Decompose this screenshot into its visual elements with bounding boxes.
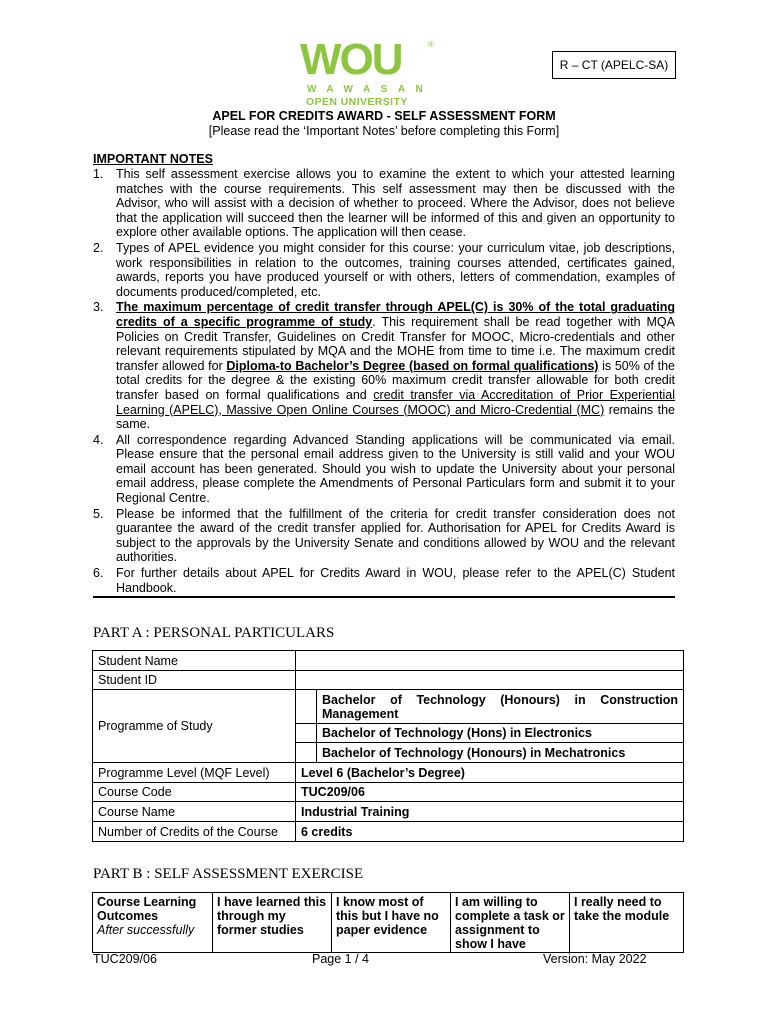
note-text: Types of APEL evidence you might consider for this course: your curriculum vitae, job descriptions, work responsibilities in relation to the outcomes, training courses attended, certificates gained, awards, reports you have produced yourself or with others, letters of commendation, examples of documents produced/completed, etc. [116,240,675,299]
table-row [93,822,684,842]
programme-option-construction: Bachelor of Technology (Honours) in Construction Management [317,690,684,724]
form-subtitle: [Please read the ‘Important Notes’ before completing this Form] [208,124,560,138]
programme-checkbox-electronics[interactable] [296,724,317,743]
credits-label: Number of Credits of the Course [93,822,296,842]
note-number: 3. [93,300,104,315]
note-text-underlined: credit transfer via Accreditation of Prior Experiential Learning (APELC), Massive Open Online Courses (MOOC) and Micro-Credential (MC) [116,387,675,417]
programme-option-electronics: Bachelor of Technology (Hons) in Electronics [317,724,684,743]
table-row [93,690,684,724]
note-number: 2. [93,240,104,255]
student-name-field[interactable] [296,651,684,671]
note-text: . This requirement shall be read together with MQA Policies on Credit Transfer, Guidelines on Credit Transfer for MOOC, Micro-credentials and other relevant requirements stipulated by MQA and the MOHE from time to time i.e. The maximum credit transfer allowed for [116,314,675,373]
note-text: is 50% of the total credits for the degree & the existing 60% maximum credit transfer allowable for both credit transfer based on formal qualifications and [116,358,675,402]
programme-checkbox-mechatronics[interactable] [296,743,317,763]
form-title: APEL FOR CREDITS AWARD - SELF ASSESSMENT FORM [212,109,556,123]
important-notes-heading: IMPORTANT NOTES [93,152,213,166]
student-name-label: Student Name [93,651,296,671]
note-text-emphasis: The maximum percentage of credit transfer through APEL(C) is 30% of the total graduating credits of a specific programme of study [116,300,675,329]
note-text: remains the same. [116,402,675,432]
programme-level-label: Programme Level (MQF Level) [93,763,296,783]
course-name-value: Industrial Training [296,802,684,822]
section-divider [93,596,675,598]
programme-label: Programme of Study [93,690,296,763]
part-a-title: PART A : PERSONAL PARTICULARS [93,625,335,641]
table-row [93,671,684,690]
course-name-label: Course Name [93,802,296,822]
table-row [93,763,684,783]
note-number: 5. [93,506,104,521]
column-header-willing: I am willing to complete a task or assignment to show I have [451,893,570,953]
note-item [93,433,675,506]
programme-level-value: Level 6 (Bachelor’s Degree) [296,763,684,783]
table-row [93,783,684,802]
footer-page-number: Page 1 / 4 [312,952,369,966]
programme-checkbox-construction[interactable] [296,690,317,724]
student-id-field[interactable] [296,671,684,690]
course-code-label: Course Code [93,783,296,802]
wou-logo [300,35,450,108]
table-header-row [93,893,684,953]
table-row [93,802,684,822]
outcomes-header-text: Course Learning Outcomes [97,895,197,923]
note-item [93,507,675,565]
programme-option-mechatronics: Bachelor of Technology (Honours) in Mechatronics [317,743,684,763]
logo-wordmark: WOU [300,35,402,84]
note-text-emphasis: Diploma-to Bachelor’s Degree (based on formal qualifications) [226,358,599,373]
note-number: 1. [93,167,104,181]
footer-course-code: TUC209/06 [93,952,157,966]
note-item [93,566,675,595]
footer-version: Version: May 2022 [543,952,647,966]
part-b-title: PART B : SELF ASSESSMENT EXERCISE [93,866,364,882]
column-header-learned: I have learned this through my former studies [213,893,332,953]
note-number: 4. [93,432,104,447]
logo-registered-mark: ® [428,40,434,49]
column-header-outcomes [93,893,213,953]
credits-value: 6 credits [296,822,684,842]
course-code-value: TUC209/06 [296,783,684,802]
column-header-know-most: I know most of this but I have no paper evidence [332,893,451,953]
column-header-need-module: I really need to take the module [570,893,684,953]
form-reference-code: R – CT (APELC-SA) [552,51,676,79]
note-item [93,167,675,240]
table-row [93,651,684,671]
note-text: All correspondence regarding Advanced Standing applications will be communicated via email. Please ensure that the personal email address given to the University is still valid and your WOU email account has been generated. Should you wish to update the University about your personal email address, please complete the Amendments of Personal Particulars form and submit it to your Regional Centre. [116,432,675,506]
personal-particulars-table [92,650,684,842]
note-number: 6. [93,566,104,581]
note-text: For further details about APEL for Credits Award in WOU, please refer to the APEL(C) Student Handbook. [116,566,675,595]
outcomes-header-subtext: After successfully [97,923,195,937]
logo-line1: WAWASAN [307,84,434,95]
note-text: Please be informed that the fulfillment of the criteria for credit transfer consideration does not guarantee the award of the credit transfer applied for. Authorisation for APEL for Credits Award is subject to the approvals by the University Senate and conditions allowed by WOU and the relevant authorities. [116,506,675,565]
logo-line2: OPEN UNIVERSITY [306,96,408,108]
note-item [93,241,675,299]
self-assessment-table [92,892,684,953]
important-notes-list [93,167,675,595]
student-id-label: Student ID [93,671,296,690]
note-item [93,300,675,431]
note-text: This self assessment exercise allows you to examine the extent to which your attested learning matches with the course requirements. This self assessment may then be discussed with the Advisor, who will assist with a decision of whether to proceed. Where the Advisor, does not believe that the application will succeed then the learner will be informed of this and given an opportunity to explore other available options. The application will then cease. [116,167,675,240]
